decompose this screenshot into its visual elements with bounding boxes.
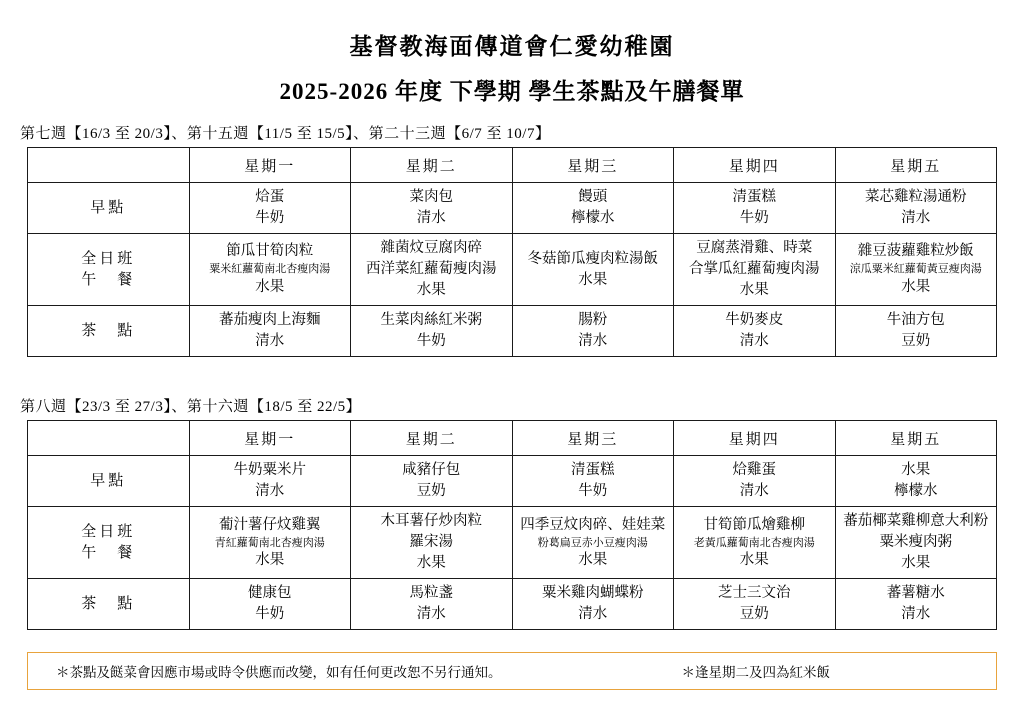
menu-item-line: 馬粒盞	[409, 585, 453, 602]
header-day-cell: 星期一	[189, 148, 351, 183]
row-header-line: 茶 點	[81, 596, 136, 613]
menu-item-line: 雜豆菠蘿雞粒炒飯	[857, 243, 974, 260]
menu-item-line: 豆奶	[416, 483, 446, 500]
menu-item-line: 水果	[739, 551, 769, 568]
menu-item-line: 牛奶	[255, 210, 285, 227]
row-header-cell	[28, 234, 190, 306]
header-day-cell: 星期四	[674, 421, 836, 456]
menu-item-line: 牛奶	[739, 210, 769, 227]
menu-cell	[512, 234, 674, 306]
menu-table	[27, 147, 997, 357]
menu-cell	[351, 306, 513, 357]
menu-section	[18, 395, 1006, 630]
menu-cell	[189, 507, 351, 579]
menu-item-line: 牛油方包	[886, 312, 945, 329]
menu-item-line: 粟米瘦肉粥	[879, 534, 952, 551]
menu-item-line: 水果	[901, 462, 931, 479]
menu-cell	[189, 183, 351, 234]
menu-item-line: 烚雞蛋	[732, 462, 776, 479]
menu-item-line: 清水	[416, 606, 446, 623]
week-label: 第七週【16/3 至 20/3】、第十五週【11/5 至 15/5】、第二十三週【6/7 至 10/7】	[20, 126, 551, 142]
menu-item-line: 清水	[255, 333, 285, 350]
menu-cell	[512, 456, 674, 507]
menu-item-line: 合掌瓜紅蘿蔔瘦肉湯	[689, 261, 820, 278]
menu-item-line: 葡汁薯仔炆雞翼	[219, 516, 321, 533]
menu-item-line: 牛奶	[578, 483, 608, 500]
menu-item-line: 水果	[255, 278, 285, 295]
menu-item-line: 西洋菜紅蘿蔔瘦肉湯	[366, 261, 497, 278]
table-row	[28, 183, 997, 234]
menu-item-line: 豆奶	[739, 606, 769, 623]
header-day-cell: 星期五	[835, 148, 997, 183]
menu-item-line: 冬菇節瓜瘦肉粒湯飯	[527, 250, 658, 267]
menu-item-line: 牛奶	[255, 606, 285, 623]
menu-cell	[674, 183, 836, 234]
table-row	[28, 507, 997, 579]
menu-item-line: 清水	[255, 483, 285, 500]
page-subtitle: 2025-2026 年度 下學期 學生茶點及午膳餐單	[279, 79, 745, 104]
menu-cell	[351, 234, 513, 306]
header-day-cell: 星期三	[512, 148, 674, 183]
menu-item-line: 芝士三文治	[718, 585, 791, 602]
row-header-line: 午 餐	[81, 271, 136, 288]
header-day-cell: 星期一	[189, 421, 351, 456]
menu-item-line: 牛奶麥皮	[725, 312, 784, 329]
row-header-line: 早點	[90, 199, 127, 216]
page-title: 基督教海面傳道會仁愛幼稚園	[349, 34, 675, 59]
menu-cell	[835, 306, 997, 357]
menu-cell	[189, 306, 351, 357]
row-header-line: 全日班	[81, 524, 136, 541]
table-header-row	[28, 421, 997, 456]
table-row	[28, 234, 997, 306]
row-header-cell	[28, 507, 190, 579]
header-day-cell: 星期五	[835, 421, 997, 456]
menu-item-line: 水果	[416, 555, 446, 572]
header-day-cell: 星期三	[512, 421, 674, 456]
menu-item-line: 雜菌炆豆腐肉碎	[380, 240, 482, 257]
menu-item-line: 水果	[901, 555, 931, 572]
menu-item-line: 羅宋湯	[409, 534, 453, 551]
menu-item-line: 清水	[901, 210, 931, 227]
menu-item-line: 節瓜甘筍肉粒	[226, 243, 314, 260]
row-header-cell	[28, 456, 190, 507]
menu-item-line: 腸粉	[578, 312, 608, 329]
menu-cell	[674, 456, 836, 507]
row-header-cell	[28, 306, 190, 357]
menu-table	[27, 420, 997, 630]
header-day-cell: 星期二	[351, 148, 513, 183]
menu-cell	[835, 183, 997, 234]
menu-cell	[351, 507, 513, 579]
menu-cell	[674, 306, 836, 357]
menu-item-line: 清水	[416, 210, 446, 227]
menu-item-line: 水果	[578, 271, 608, 288]
menu-cell	[835, 579, 997, 630]
menu-item-line: 蕃薯糖水	[886, 585, 945, 602]
menu-item-line: 豆奶	[901, 333, 931, 350]
row-header-cell	[28, 579, 190, 630]
footnote-box	[27, 652, 997, 690]
menu-cell	[351, 456, 513, 507]
menu-soup-note: 粟米紅蘿蔔南北杏瘦肉湯	[209, 263, 331, 276]
menu-item-line: 清蛋糕	[732, 189, 776, 205]
menu-cell	[189, 456, 351, 507]
menu-item-line: 水果	[578, 551, 608, 568]
header-corner-cell	[28, 148, 190, 183]
row-header-line: 茶 點	[81, 322, 136, 339]
menu-item-line: 烚蛋	[255, 189, 285, 205]
menu-item-line: 牛奶粟米片	[233, 462, 306, 479]
row-header-line: 午 餐	[81, 544, 136, 561]
menu-item-line: 清蛋糕	[571, 462, 615, 479]
row-header-line: 早點	[90, 473, 127, 489]
menu-item-line: 菜芯雞粒湯通粉	[865, 189, 967, 205]
footnote-left-text: ＊茶點及餸菜會因應市場或時令供應而改變，如有任何更改恕不另行通知。	[56, 665, 502, 681]
menu-soup-note: 青紅蘿蔔南北杏瘦肉湯	[214, 536, 325, 549]
section-spacer	[18, 357, 1006, 379]
menu-item-line: 木耳薯仔炒肉粒	[380, 513, 482, 530]
menu-item-line: 水果	[901, 278, 931, 295]
menu-item-line: 蕃茄瘦肉上海麵	[219, 312, 321, 329]
menu-item-line: 水果	[255, 551, 285, 568]
menu-section	[18, 122, 1006, 379]
menu-cell	[674, 234, 836, 306]
table-row	[28, 456, 997, 507]
menu-item-line: 生菜肉絲紅米粥	[380, 312, 482, 329]
menu-item-line: 檸檬水	[894, 483, 938, 500]
menu-item-line: 蕃茄椰菜雞柳意大利粉	[843, 513, 989, 530]
menu-item-line: 菜肉包	[409, 189, 453, 205]
menu-item-line: 牛奶	[416, 333, 446, 350]
menu-cell	[512, 579, 674, 630]
menu-cell	[512, 183, 674, 234]
menu-item-line: 饅頭	[578, 189, 608, 205]
menu-cell	[351, 183, 513, 234]
menu-item-line: 清水	[739, 483, 769, 500]
menu-item-line: 清水	[578, 333, 608, 350]
table-row	[28, 306, 997, 357]
menu-item-line: 清水	[578, 606, 608, 623]
week-label: 第八週【23/3 至 27/3】、第十六週【18/5 至 22/5】	[20, 399, 362, 416]
menu-item-line: 咸豬仔包	[402, 462, 461, 479]
menu-item-line: 清水	[901, 606, 931, 623]
header-day-cell: 星期四	[674, 148, 836, 183]
menu-cell	[835, 507, 997, 579]
header-corner-cell	[28, 421, 190, 456]
menu-item-line: 四季豆炆肉碎、娃娃菜	[520, 516, 666, 533]
menu-cell	[835, 456, 997, 507]
menu-cell	[189, 234, 351, 306]
menu-soup-note: 老黃瓜蘿蔔南北杏瘦肉湯	[693, 536, 815, 549]
menu-cell	[512, 507, 674, 579]
menu-cell	[189, 579, 351, 630]
menu-item-line: 豆腐蒸滑雞、時菜	[696, 240, 813, 257]
menu-soup-note: 粉葛扁豆赤小豆瘦肉湯	[537, 536, 648, 549]
menu-item-line: 粟米雞肉蝴蝶粉	[542, 585, 644, 602]
menu-cell	[674, 579, 836, 630]
menu-item-line: 水果	[739, 282, 769, 299]
menu-cell	[351, 579, 513, 630]
menu-item-line: 甘筍節瓜燴雞柳	[703, 516, 805, 533]
menu-sections	[18, 122, 1006, 630]
menu-cell	[512, 306, 674, 357]
table-row	[28, 579, 997, 630]
row-header-line: 全日班	[81, 251, 136, 268]
menu-cell	[835, 234, 997, 306]
menu-item-line: 健康包	[248, 585, 292, 602]
menu-item-line: 檸檬水	[571, 210, 615, 227]
footnote-right-text: ＊逢星期二及四為紅米飯	[681, 665, 830, 681]
menu-cell	[674, 507, 836, 579]
table-header-row	[28, 148, 997, 183]
row-header-cell	[28, 183, 190, 234]
menu-item-line: 水果	[416, 282, 446, 299]
header-day-cell: 星期二	[351, 421, 513, 456]
menu-item-line: 清水	[739, 333, 769, 350]
menu-soup-note: 涼瓜粟米紅蘿蔔黃豆瘦肉湯	[849, 263, 982, 276]
